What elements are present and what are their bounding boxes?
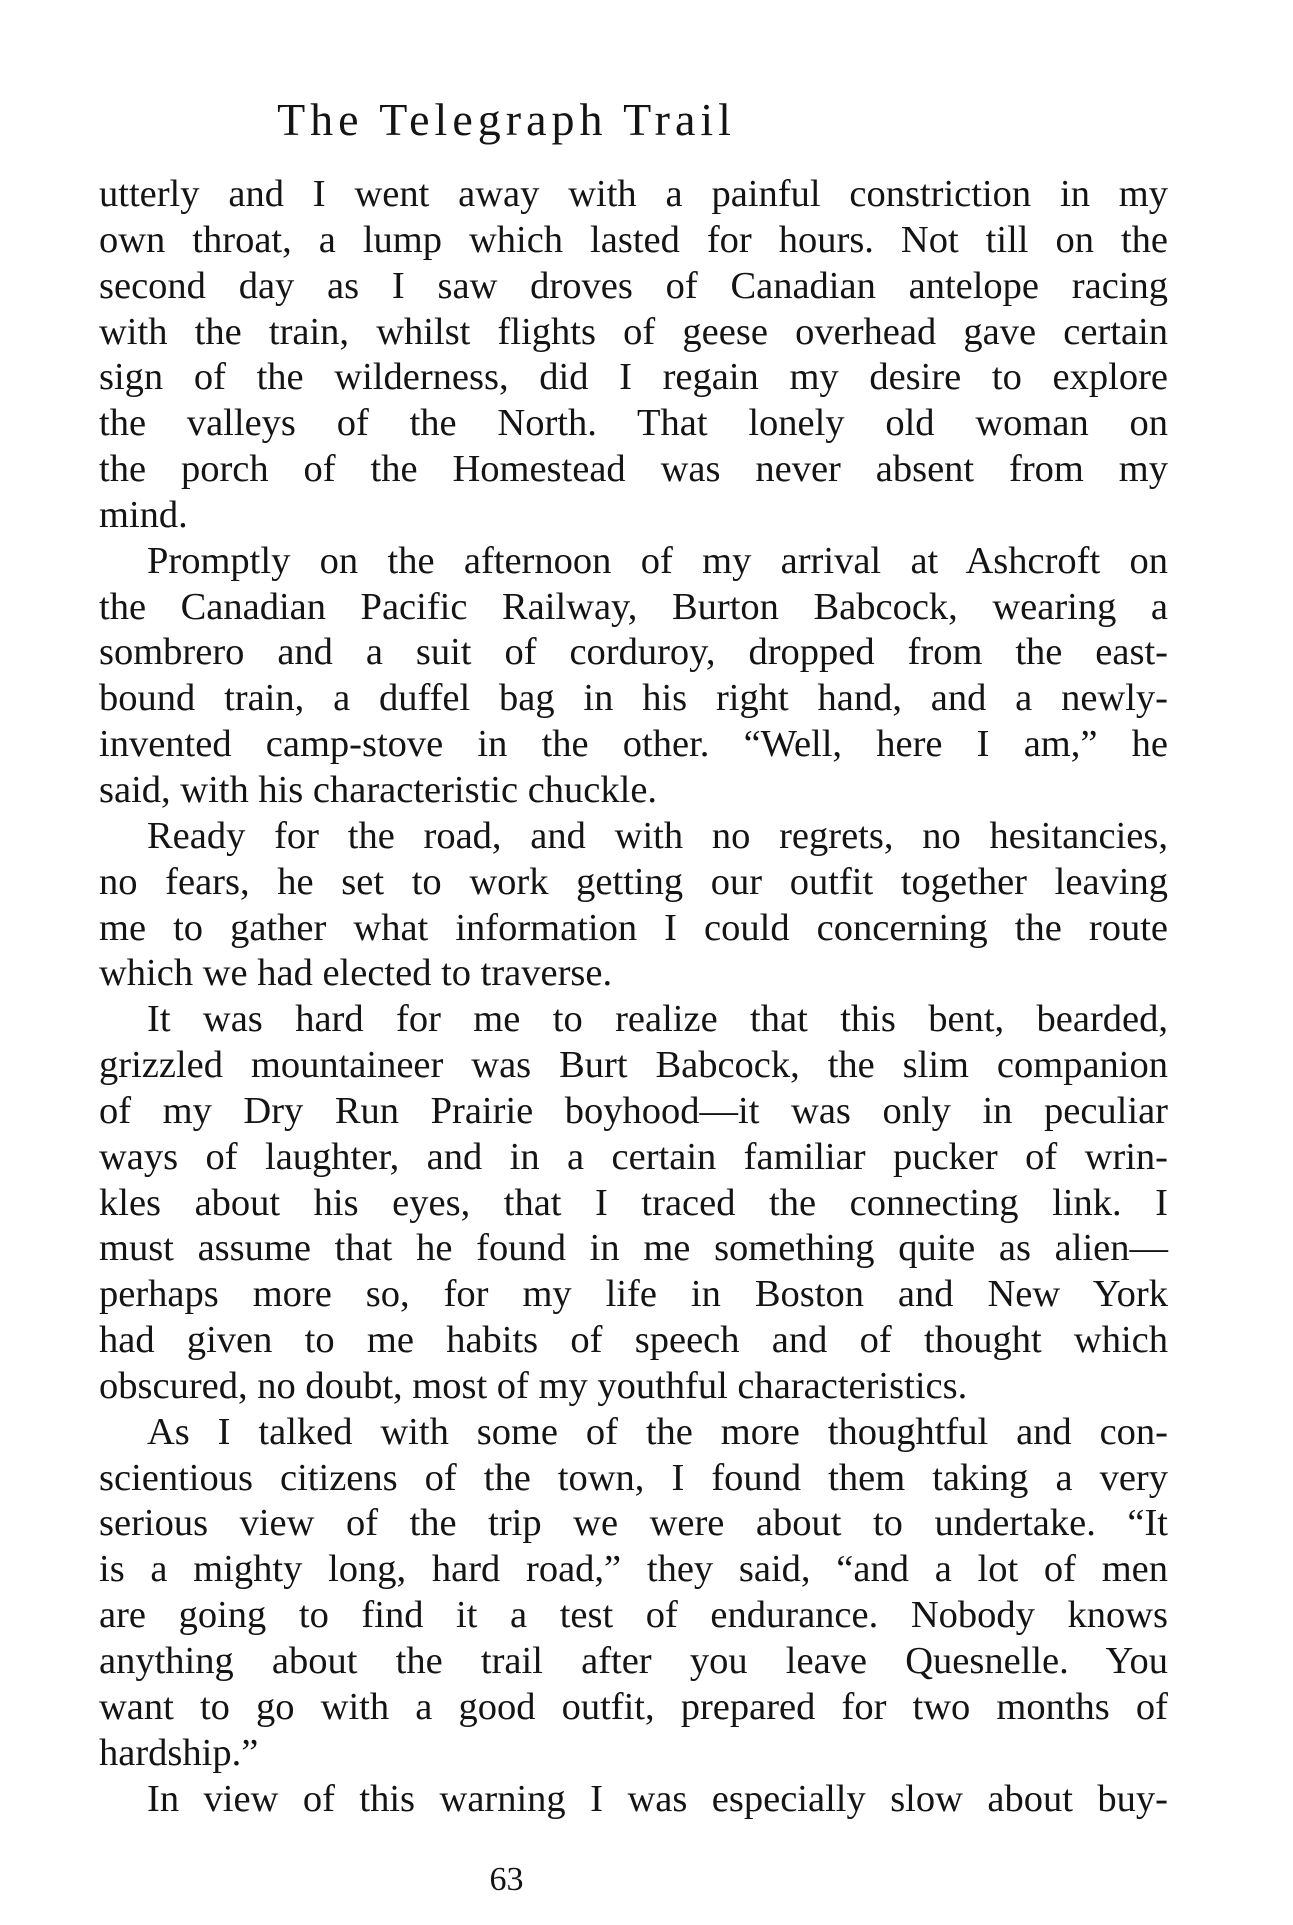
running-head bbox=[0, 92, 1293, 148]
text-line: mind. bbox=[99, 493, 188, 536]
text-line: Promptly on the afternoon of my arrival at Ashcroft on bbox=[147, 539, 1168, 582]
text-line: no fears, he set to work getting our outfit together leaving bbox=[99, 860, 1168, 903]
text-line: bound train, a duffel bag in his right hand, and a newly- bbox=[99, 677, 1168, 720]
text-line: perhaps more so, for my life in Boston and New York bbox=[99, 1273, 1168, 1316]
running-head-text: The Telegraph Trail bbox=[277, 94, 736, 145]
text-line: invented camp-stove in the other. “Well, here I am,” he bbox=[99, 723, 1168, 766]
text-line: is a mighty long, hard road,” they said, “and a lot of men bbox=[99, 1548, 1168, 1591]
page-number bbox=[0, 1860, 1293, 1900]
text-line: anything about the trail after you leave Quesnelle. You bbox=[99, 1640, 1168, 1682]
text-line: kles about his eyes, that I traced the connecting link. I bbox=[99, 1181, 1168, 1224]
body-text bbox=[99, 172, 1168, 1822]
text-line: serious view of the trip we were about to undertake. “It bbox=[99, 1502, 1168, 1545]
text-line: second day as I saw droves of Canadian antelope racing bbox=[99, 264, 1168, 307]
text-line: of my Dry Run Prairie boyhood—it was only in peculiar bbox=[99, 1089, 1168, 1132]
text-line: the Canadian Pacific Railway, Burton Babcock, wearing a bbox=[99, 585, 1168, 628]
text-line: As I talked with some of the more thoughtful and con- bbox=[147, 1410, 1168, 1453]
text-line: utterly and I went away with a painful constriction in my bbox=[99, 173, 1168, 215]
text-line: had given to me habits of speech and of thought which bbox=[99, 1319, 1168, 1362]
text-line: ways of laughter, and in a certain familiar pucker of wrin- bbox=[99, 1135, 1168, 1178]
text-line: It was hard for me to realize that this bent, bearded, bbox=[147, 998, 1168, 1041]
text-line: grizzled mountaineer was Burt Babcock, the slim companion bbox=[99, 1044, 1168, 1087]
text-line: said, with his characteristic chuckle. bbox=[99, 768, 658, 811]
text-line: scientious citizens of the town, I found them taking a very bbox=[99, 1456, 1168, 1499]
text-line: me to gather what information I could concerning the route bbox=[99, 906, 1168, 949]
text-line: the porch of the Homestead was never absent from my bbox=[99, 448, 1168, 491]
text-line: own throat, a lump which lasted for hours. Not till on the bbox=[99, 218, 1168, 261]
text-line: must assume that he found in me something quite as alien— bbox=[99, 1227, 1168, 1270]
text-line: are going to find it a test of endurance. Nobody knows bbox=[99, 1594, 1168, 1637]
text-line: with the train, whilst flights of geese overhead gave certain bbox=[99, 310, 1168, 353]
text-line: the valleys of the North. That lonely old woman on bbox=[99, 402, 1168, 445]
text-line: In view of this warning I was especially slow about buy- bbox=[147, 1777, 1168, 1820]
text-line: sombrero and a suit of corduroy, dropped from the east- bbox=[99, 631, 1168, 674]
text-line: sign of the wilderness, did I regain my desire to explore bbox=[99, 356, 1168, 399]
text-line: obscured, no doubt, most of my youthful characteristics. bbox=[99, 1364, 968, 1407]
text-line: which we had elected to traverse. bbox=[99, 952, 613, 995]
text-line: want to go with a good outfit, prepared for two months of bbox=[99, 1685, 1168, 1728]
text-line: Ready for the road, and with no regrets, no hesitancies, bbox=[147, 814, 1168, 857]
text-line: hardship.” bbox=[99, 1731, 259, 1774]
page-number-text: 63 bbox=[489, 1861, 524, 1898]
